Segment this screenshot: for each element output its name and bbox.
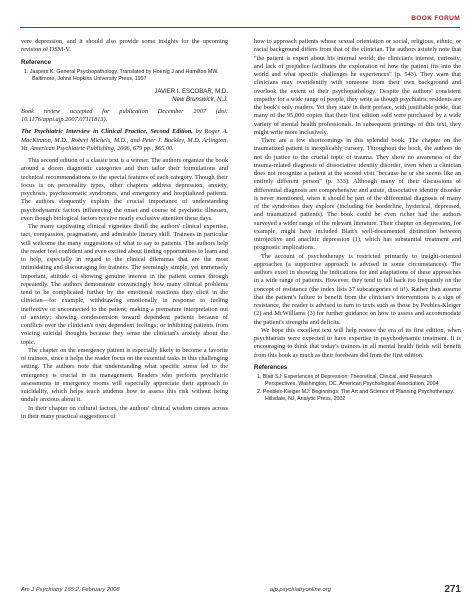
page-footer bbox=[21, 584, 461, 596]
reference-item: 2. Peebles-Kleiger MJ: Beginnings: The Art and Science of Planning Psychotherapy. Hillsdale, NJ, Analytic Press, 2002 bbox=[257, 389, 455, 403]
page-number: 271 bbox=[444, 584, 461, 595]
reviewer-name: JAVIER I. ESCOBAR, M.D. bbox=[154, 87, 228, 95]
body-paragraph: This second edition of a classic text is a winner. The authors organize the book around a dozen diagnostic categories and then tailor their formulations and technical recommendations to the special features of each category. Though their focus is on personality types, other chapters address depression, anxiety, psychosis, psychosomatic syndromes, and emergency and hospitalized patients. The authors eloquently explain the crucial importance of understanding psychodynamic factors influencing the onset and course of psychotic illnesses, even though biological factors receive nearly exclusive attention these days. bbox=[21, 157, 228, 222]
left-column bbox=[21, 38, 228, 421]
body-paragraph: In their chapter on cultural factors, the authors' clinical wisdom comes across in their many practical suggestions of bbox=[21, 404, 228, 420]
reviewer-location: New Brunswick, N.J. bbox=[172, 95, 228, 103]
journal-citation: Am J Psychiatry 165:2, February 2008 bbox=[21, 587, 120, 593]
journal-website: ajp.psychiatryonline.org bbox=[270, 587, 331, 593]
references-heading: References bbox=[254, 363, 288, 371]
section-header bbox=[360, 11, 460, 25]
header-rule bbox=[20, 27, 460, 28]
body-paragraph: how to approach patients whose sexual orientation or social, religious, ethnic, or racial background differs from that of the clinician. The authors astutely note that "the patient is expert about his internal world; the clinician's interest, curiosity, and lack of prejudice facilitates the exploration of how the patient fits into the world and what specific challenges he experiences" (p. 543). They warn that clinicians may overidentify with someone from their own background and overlook the extent of their psychopathology. Despite the authors' consistent empathy for a wide range of people, they write as though psychiatric residents are the book's only readers. Yet they state in their preface, with justifiable pride, that many of the 95,000 copies that their first edition sold were purchased by a wide variety of mental health professionals. In subsequent printings of this text, they might write more inclusively. bbox=[254, 38, 461, 136]
right-column bbox=[254, 38, 461, 404]
body-paragraph: The account of psychotherapy is restricted primarily to insight-oriented approaches (a supportive approach is advised in some circumstances). The authors excel in showing the indications for and adaptations of these approaches in a wide range of patients. However, they tend to fall back too frequently on the concept of resistance (the index lists 37 subcategories of it!). Rather than assume that the patient's failure to benefit from the clinician's interventions is a sign of resistance, the reader is advised to turn to texts such as those by Peebles-Kleiger (2) and McWilliams (3) for further guidance on how to assess and accommodate the patient's strengths and deficits. bbox=[254, 252, 461, 326]
section-label: BOOK FORUM bbox=[411, 14, 460, 22]
body-paragraph: There are a few shortcomings in this splendid book. The chapter on the traumatized patient is inexplicably cursory. Throughout the book, the authors do not do justice to the crucial topic of trauma. They show no awareness of the trauma-related diagnosis of dissociative identity disorder, even when a clinician does not recognize a patient at the second visit "because he or she seems like an entirely different person" (p. 333). Although many of their discussions of differential diagnosis are comprehensive and astute, dissociative identity disorder is never mentioned, when it should be part of the differential diagnosis of many of the syndromes they explore (including for borderline, hysterical, depressed, and traumatized patients). The book could be even richer had the authors surveyed a wider range of the relevant literature. Their chapter on depression, for example, might have included Blatt's well-documented distinction between introjective and anaclitic depression (1), which has substantial treatment and prognostic implications. bbox=[254, 137, 461, 252]
book-title: The Psychiatric Interview in Clinical Practice, Second Edition, bbox=[21, 128, 193, 136]
references-heading: Reference bbox=[21, 58, 51, 66]
acceptance-note: Book review accepted for publication December 2007 (doi: 10.1176/appi.ajp.2007.07111813). bbox=[21, 107, 228, 124]
book-details: by Roger A. MacKinnon, M.D., Robert Michels, M.D., and Peter J. Buckley, M.D. Arlington, Va, American Psychiatric Publishing, 2006, 679 pp., $65.00. bbox=[21, 128, 228, 152]
reference-item: 1. Blatt SJ: Experiences of Depression: Theoretical, Clinical, and Research Perspectives. Washington, DC, American Psychological Association, 2004 bbox=[257, 374, 439, 388]
body-paragraph: The many captivating clinical vignettes distill the authors' clinical expertise, tact, compassion, pragmatism, and admirable literary skill. Trainees in particular will welcome the many suggestions of what to say to patients. The authors help the reader feel confident and even excited about finding opportunities to learn and to help, especially in regard to the clinical dilemmas that are the most intimidating and discouraging for trainees. The seemingly simple, yet immensely important, attitude of showing genuine interest in the patient comes through repeatedly. The authors demonstrate convincingly how many clinical problems tend to be complicated further by the emotional reactions they elicit in the clinician—for example, withdrawing emotionally in response to feeling ineffective or unconnected to the patient; making a premature interpretation out of anxiety; showing condescension toward dependent patients because of conflicts over the clinician's own dependent feelings; or inhibiting patients from voicing suicidal thoughts because they sense the clinician's anxiety about the topic. bbox=[21, 223, 228, 346]
intro-paragraph: vere depression, and it should also provide some insights for the upcoming revision of DSM-V. bbox=[21, 38, 228, 54]
reference-item: 1. Jaspers K: General Psychopathology. Translated by Hoenig J and Hamilton MW. Baltimore, Johns Hopkins University Press, 1997 bbox=[24, 68, 219, 82]
book-citation bbox=[21, 128, 228, 153]
body-paragraph: We hope this excellent text will help restore the era of its first edition, when psychiatrists were expected to have expertise in psychodynamic treatment. It is encouraging to think that today's trainees in all mental health fields will benefit from this book as much as their forebears did from the first edition. bbox=[254, 326, 461, 359]
body-paragraph: The chapter on the emergency patient is especially likely to become a favorite of trainees, since it helps the reader focus on the essential tasks in this challenging setting. The authors note that understanding what specific stress led to the emergency is crucial in its management. Readers who perform psychiatric assessments in emergency rooms will especially appreciate their approach to suicidality, which helps teach students how to assess this risk without being unduly anxious about it. bbox=[21, 346, 228, 404]
